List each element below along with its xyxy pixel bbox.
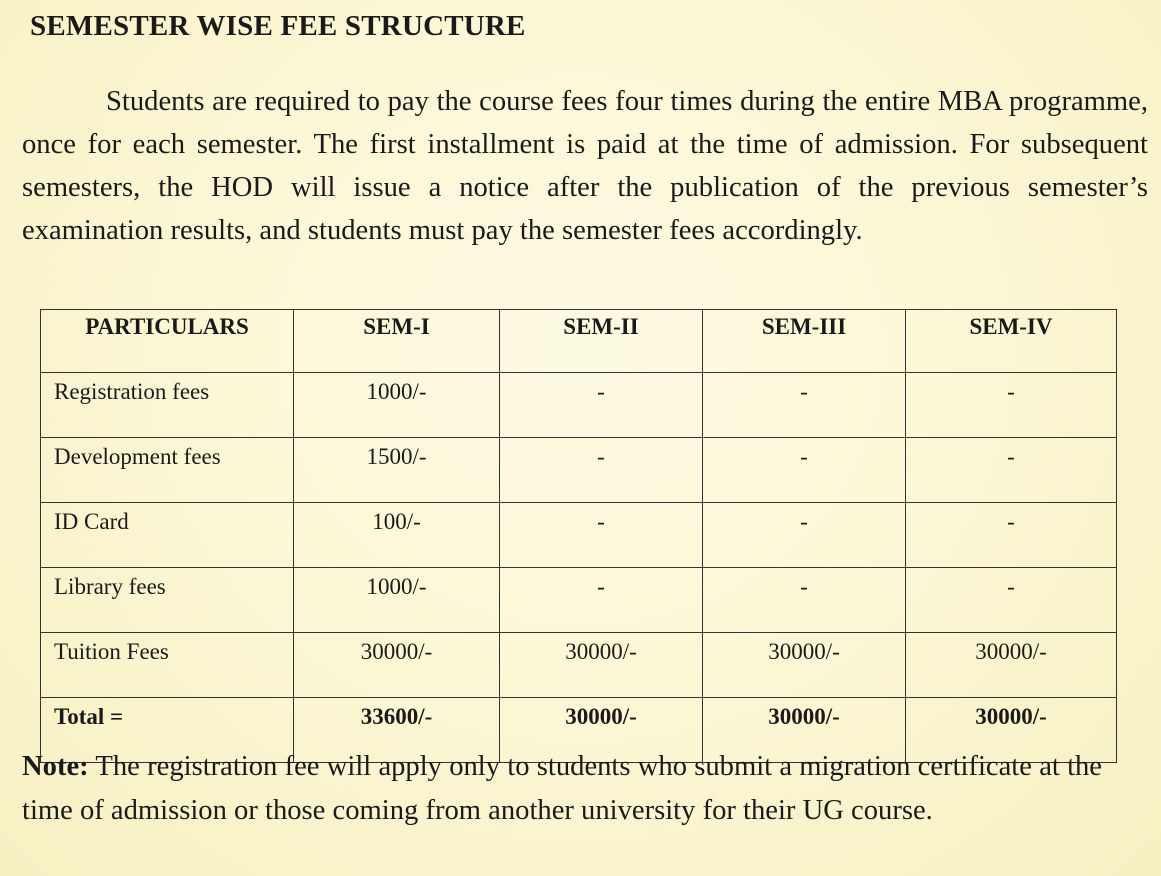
cell-sem-1: 1000/- xyxy=(294,373,500,438)
cell-sem-1: 1500/- xyxy=(294,438,500,503)
fee-table xyxy=(40,309,1117,763)
header-particulars: PARTICULARS xyxy=(41,310,294,373)
intro-paragraph: Students are required to pay the course fees four times during the entire MBA programme, once for each semester. The first installment is paid at the time of admission. For subsequent semesters, the HOD will issue a notice after the publication of the previous semester’s examination results, and students must pay the semester fees accordingly. xyxy=(22,86,1148,246)
row-label: Library fees xyxy=(41,568,294,633)
cell-sem-1: 100/- xyxy=(294,503,500,568)
table-row xyxy=(41,568,1117,633)
total-sem-1: 33600/- xyxy=(294,698,500,763)
header-sem-3: SEM-III xyxy=(703,310,906,373)
row-label: ID Card xyxy=(41,503,294,568)
cell-sem-4: - xyxy=(906,373,1117,438)
cell-sem-2: - xyxy=(500,438,703,503)
note-label: Note: xyxy=(22,751,89,782)
table-row xyxy=(41,633,1117,698)
cell-sem-4: - xyxy=(906,438,1117,503)
table-row xyxy=(41,438,1117,503)
header-sem-4: SEM-IV xyxy=(906,310,1117,373)
row-label: Development fees xyxy=(41,438,294,503)
cell-sem-4: 30000/- xyxy=(906,633,1117,698)
cell-sem-3: 30000/- xyxy=(703,633,906,698)
cell-sem-1: 1000/- xyxy=(294,568,500,633)
cell-sem-1: 30000/- xyxy=(294,633,500,698)
total-label: Total = xyxy=(41,698,294,763)
cell-sem-4: - xyxy=(906,503,1117,568)
cell-sem-2: 30000/- xyxy=(500,633,703,698)
row-label: Registration fees xyxy=(41,373,294,438)
cell-sem-3: - xyxy=(703,568,906,633)
table-header-row xyxy=(41,310,1117,373)
cell-sem-4: - xyxy=(906,568,1117,633)
note-paragraph xyxy=(22,745,1102,833)
total-sem-4: 30000/- xyxy=(906,698,1117,763)
page-title: SEMESTER WISE FEE STRUCTURE xyxy=(30,10,526,42)
cell-sem-3: - xyxy=(703,503,906,568)
table-row xyxy=(41,373,1117,438)
total-sem-2: 30000/- xyxy=(500,698,703,763)
cell-sem-2: - xyxy=(500,568,703,633)
cell-sem-2: - xyxy=(500,503,703,568)
total-sem-3: 30000/- xyxy=(703,698,906,763)
cell-sem-2: - xyxy=(500,373,703,438)
header-sem-1: SEM-I xyxy=(294,310,500,373)
cell-sem-3: - xyxy=(703,373,906,438)
header-sem-2: SEM-II xyxy=(500,310,703,373)
table-row xyxy=(41,503,1117,568)
note-text: The registration fee will apply only to students who submit a migration certificate at the time of admission or those coming from another university for their UG course. xyxy=(22,751,1102,826)
row-label: Tuition Fees xyxy=(41,633,294,698)
cell-sem-3: - xyxy=(703,438,906,503)
